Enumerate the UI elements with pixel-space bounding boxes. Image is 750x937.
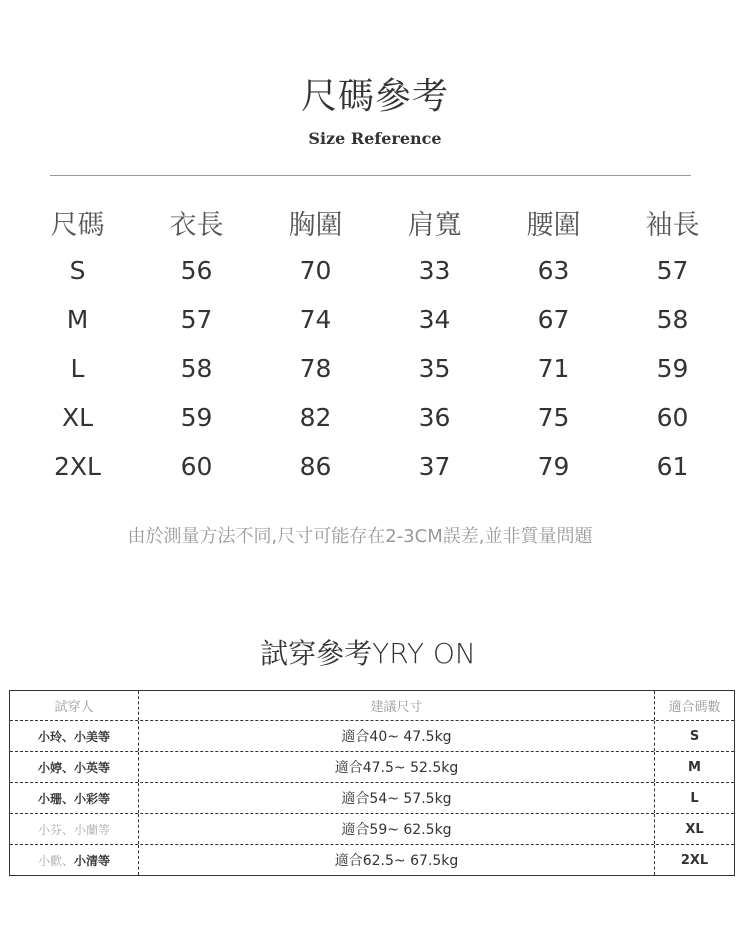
cell-weight-range: 適合59~ 62.5kg [139,814,655,844]
cell-length: 60 [180,452,213,481]
table-row [10,844,734,875]
header-shoulder: 肩寬 [407,209,462,241]
cell-waist: 63 [537,256,570,285]
table-row [18,393,732,442]
divider [50,175,691,176]
person-name-b: 小美等 [74,729,111,744]
cell-weight-range: 適合40~ 47.5kg [139,721,655,751]
header-length: 衣長 [169,209,224,241]
cell-weight-range: 適合47.5~ 52.5kg [139,752,655,782]
cell-length: 57 [180,305,213,334]
person-name-a: 小婷、 [37,760,74,775]
cell-size: M [66,305,89,334]
cell-shoulder: 37 [418,452,451,481]
cell-fit-size: S [689,728,700,744]
person-name-b: 小蘭等 [74,822,111,837]
table-row [18,246,732,295]
cell-chest: 74 [299,305,332,334]
cell-waist: 67 [537,305,570,334]
cell-size: 2XL [54,452,101,481]
cell-shoulder: 34 [418,305,451,334]
header-person: 試穿人 [10,691,139,720]
person-name-b: 小清等 [74,853,111,868]
cell-person [10,752,139,782]
cell-shoulder: 35 [418,354,451,383]
cell-sleeve: 60 [656,403,689,432]
try-on-table [9,690,735,876]
cell-size: XL [61,403,94,432]
cell-sleeve: 57 [656,256,689,285]
table-row [18,295,732,344]
person-name-a: 小歡、 [37,853,74,868]
person-name-a: 小玲、 [37,729,74,744]
table-row [10,720,734,751]
cell-person [10,814,139,844]
cell-fit-size: M [688,759,701,775]
table-row [18,442,732,491]
cell-chest: 78 [299,354,332,383]
cell-person [10,845,139,875]
measurement-note: 由於測量方法不同,尺寸可能存在2-3CM誤差,並非質量問題 [127,526,593,547]
try-on-title: 試穿參考YRY ON [260,637,476,670]
try-on-header-row [10,691,734,720]
header-sleeve: 袖長 [645,209,700,241]
cell-waist: 79 [537,452,570,481]
cell-size: S [69,256,86,285]
cell-sleeve: 61 [656,452,689,481]
cell-shoulder: 33 [418,256,451,285]
cell-sleeve: 59 [656,354,689,383]
cell-shoulder: 36 [418,403,451,432]
cell-person [10,721,139,751]
table-row [10,813,734,844]
size-chart-table [18,198,732,491]
person-name-b: 小彩等 [74,791,111,806]
table-row [18,344,732,393]
cell-length: 56 [180,256,213,285]
cell-weight-range: 適合62.5~ 67.5kg [139,845,655,875]
cell-chest: 70 [299,256,332,285]
cell-fit-size: L [690,790,699,806]
page-subtitle: Size Reference [308,129,442,148]
cell-waist: 75 [537,403,570,432]
cell-chest: 86 [299,452,332,481]
cell-waist: 71 [537,354,570,383]
table-row [10,782,734,813]
cell-sleeve: 58 [656,305,689,334]
cell-size: L [70,354,85,383]
person-name-a: 小芬、 [37,822,74,837]
size-chart-header-row [18,198,732,246]
header-size: 尺碼 [50,209,105,241]
person-name-b: 小英等 [74,760,111,775]
cell-chest: 82 [299,403,332,432]
page-title: 尺碼參考 [300,76,449,117]
cell-person [10,783,139,813]
header-fit-size: 適合碼數 [668,700,721,715]
person-name-a: 小珊、 [37,791,74,806]
cell-weight-range: 適合54~ 57.5kg [139,783,655,813]
table-row [10,751,734,782]
cell-fit-size: XL [685,821,704,837]
header-suggested: 建議尺寸 [139,691,655,720]
header-chest: 胸圍 [288,209,343,241]
header-waist: 腰圍 [526,209,581,241]
cell-fit-size: 2XL [680,852,709,868]
cell-length: 59 [180,403,213,432]
cell-length: 58 [180,354,213,383]
